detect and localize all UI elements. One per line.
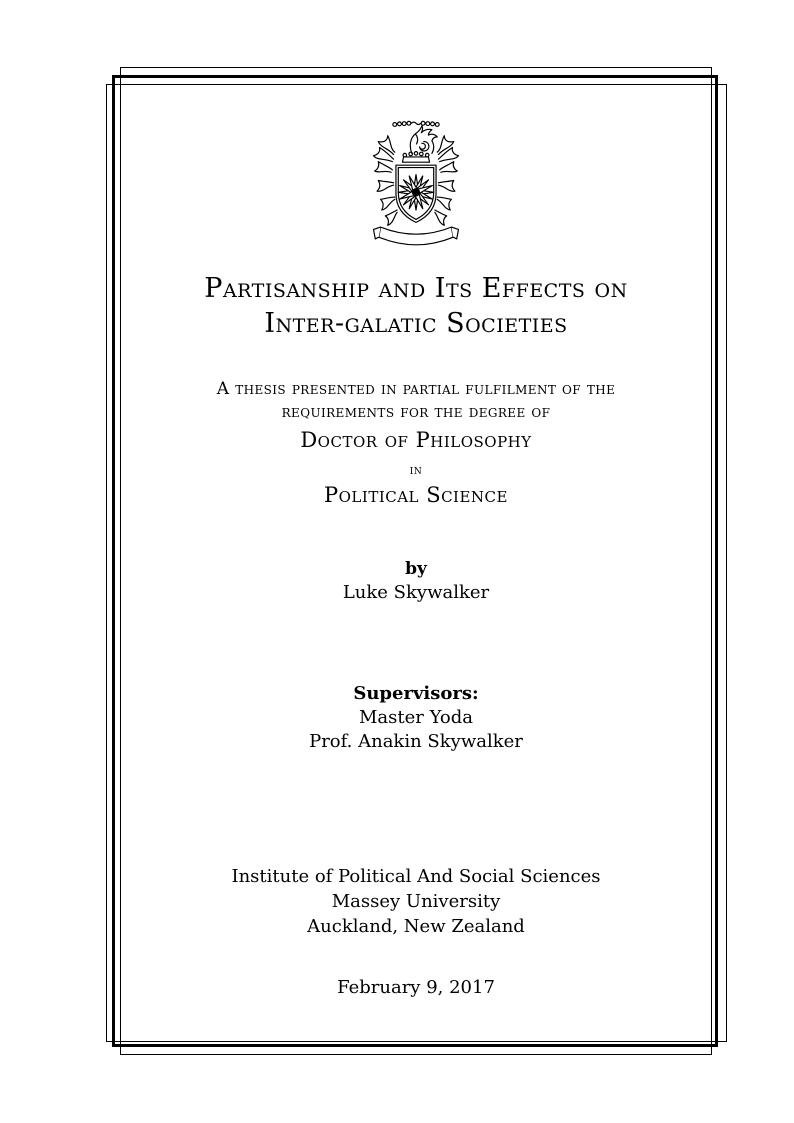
supervisors-label: Supervisors:: [353, 683, 479, 704]
crest-top-scroll: [393, 121, 439, 126]
degree-field: Political Science: [324, 483, 508, 507]
submission-date: February 9, 2017: [337, 977, 495, 998]
institution-department: Institute of Political And Social Sciences: [231, 866, 601, 887]
institution-location: Auckland, New Zealand: [307, 916, 525, 937]
thesis-statement-line2: requirements for the degree of: [281, 402, 551, 422]
degree-connector: in: [409, 463, 423, 478]
author-by-label: by: [405, 559, 427, 579]
degree-name: Doctor of Philosophy: [300, 428, 532, 452]
thesis-title-line1: Partisanship and Its Effects on: [204, 273, 628, 304]
crest-mantling-right: [435, 136, 459, 226]
title-page-content: [120, 67, 712, 1055]
author-name: Luke Skywalker: [342, 582, 490, 603]
crest-horse-head: [410, 126, 437, 154]
thesis-title-line2: Inter-galatic Societies: [264, 308, 568, 339]
university-crest: [120, 119, 712, 259]
thesis-statement-line1: A thesis presented in partial fulfilment of the: [216, 379, 616, 399]
crest-mantling-left: [374, 136, 398, 226]
institution-university: Massey University: [331, 891, 501, 912]
coat-of-arms-icon: [357, 119, 475, 255]
crest-coronet: [402, 152, 429, 163]
supervisor-name: Prof. Anakin Skywalker: [309, 731, 523, 752]
supervisor-name: Master Yoda: [358, 707, 474, 728]
crest-banner: [374, 227, 459, 245]
